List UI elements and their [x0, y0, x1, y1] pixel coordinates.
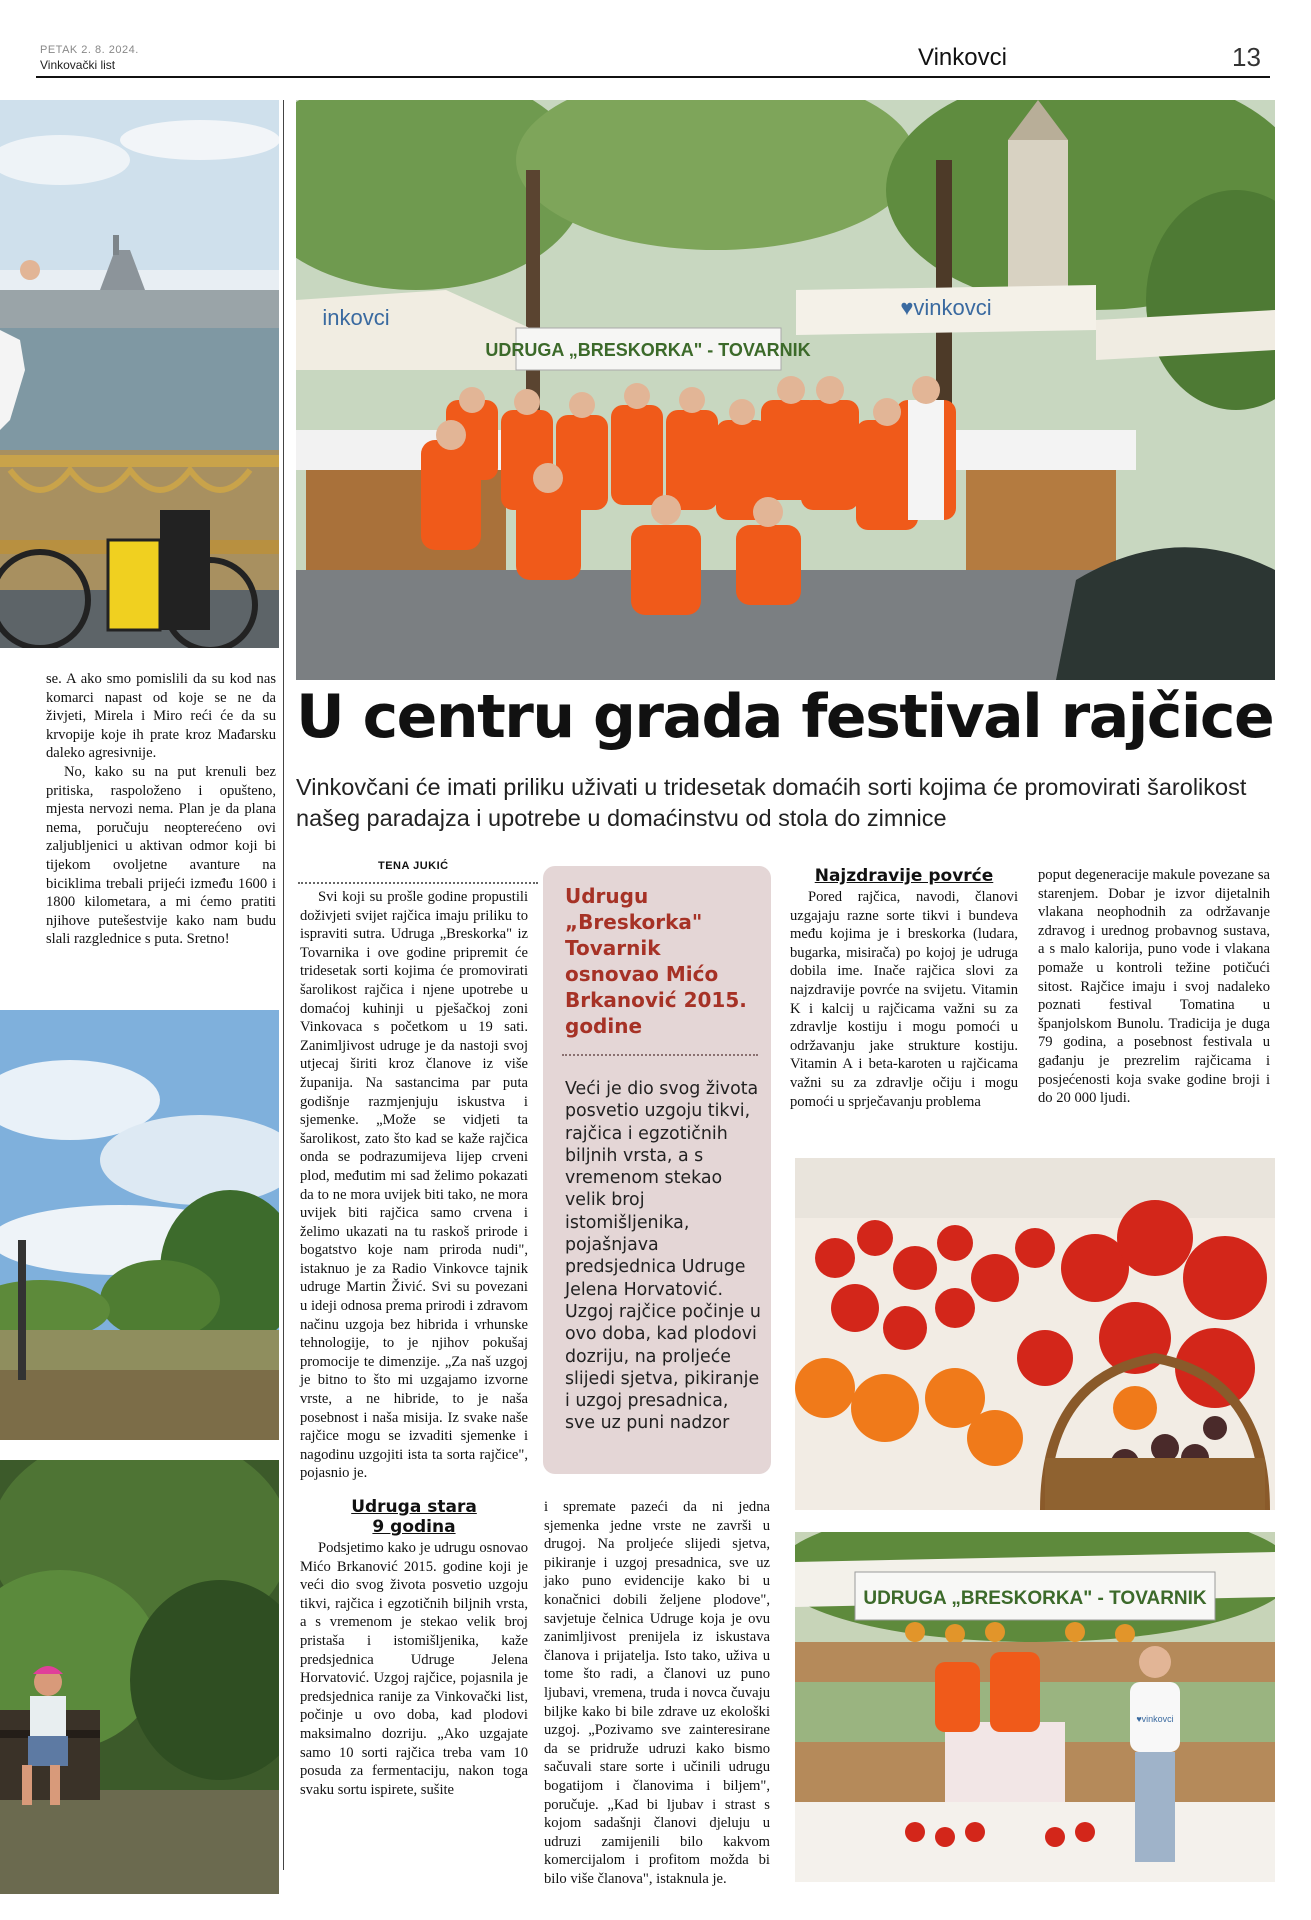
column-divider: [283, 100, 284, 1870]
article-column-1: [300, 888, 528, 1799]
left-paragraph-2: No, kako su na put krenuli bez pritiska, raspoloženo i opušteno, mjesta nervozi nema. Plan je da plana nema, poručuju neopterećeno ovi zaljubljenici u aktivan odmor koji bi tijekom ovoljetne avanture na biciklima trebali prijeći između 1600 i 1800 kilometara, a mi ćemo pratiti njihove putešestvije kako nam budu slali razglednice s puta. Sretno!: [46, 763, 276, 948]
issue-date: PETAK 2. 8. 2024.: [40, 44, 139, 56]
newspaper-name: Vinkovački list: [40, 58, 116, 72]
article-author: TENA JUKIĆ: [378, 860, 449, 872]
article-col4-paragraph-1: poput degeneracije makule povezane sa starenjem. Dobar je izvor dijetalnih vlakana neophodnih za održavanje zdravog i urednog probavnog sustava, a s malo kalorija, puno vode i vlakana pomaže u kontroli težine potičući sitost. Rajčice imaju i svoj nadaleko poznati festival Tomatina u španjolskom Bunolu. Tradicija je duga 79 godina, a posebnost festivala u gađanju je prezrelim rajčicama i posjećenosti koja svake godine broji i do 20 000 ljudi.: [1038, 867, 1270, 1107]
main-photo-banner-text: UDRUGA „BRESKORKA" - TOVARNIK: [485, 340, 811, 360]
article-column-3: [790, 866, 1018, 1111]
left-paragraph-1: se. A ako smo pomislili da su kod nas komarci napast od koje se ne da živjeti, Mirela i Miro reći će da su krvopije koje ih prate kroz Mađarsku daleko agresivnije.: [46, 671, 276, 762]
photo-meadow-trees: [0, 1010, 279, 1440]
photo-breskorka-stall: [795, 1532, 1275, 1882]
stall-banner-text: UDRUGA „BRESKORKA" - TOVARNIK: [863, 1588, 1207, 1609]
photo-budapest-bridge: [0, 100, 279, 648]
subtitle-udruga-stara: Udruga stara 9 godina: [351, 1497, 477, 1537]
stall-shirt-logo: ♥vinkovci: [1136, 1714, 1174, 1724]
article-column-4: [1038, 866, 1270, 1108]
quote-box-separator: [562, 1054, 758, 1056]
article-col2-paragraph-1: i spremate pazeći da ni jedna sjemenka jedne vrste ne završi u drugoj. Na proljeće slijedi sjetva, pikiranje i uzgoj presadnica, sve uz jako puno evidencije kako bi u konačnici dobili željene plodove", savjetuje čelnica Udruge koja je ovu zanimljivost prenijela iz iskustava članova i prijatelja. Isto tako, uživa u tome što radi, a članovi uz puno ljubavi, vremena, truda i novca čuvaju biljke kako bi bile zdrave uz ekološki uzgoj. „Pozivamo sve zainteresirane da se pridruže udruzi kako bismo sačuvali stare sorte i učinili udrugu bogatijom i članovima i biljem", poručuje. „Kad bi ljubav i strast s kojom sadašnji članovi djeluju u udruzi zamijenili bilo kakvom komercijalom i profitom možda bi bilo više članova", istaknula je.: [544, 1499, 770, 1887]
photo-tomatoes-basket: [795, 1158, 1275, 1510]
header-rule: [36, 76, 1270, 78]
article-col1-paragraph-1: Svi koji su prošle godine propustili doživjeti svijet rajčica imaju priliku to ispraviti sutra. Udruga „Breskorka" iz Tovarnika i ove godine pripremit će tridesetak sorti kojima će promovirati šarolikost rajčica i njene upotrebe u domaćoj kuhinji u pješačkoj zoni Vinkovaca s početkom u 19 sati. Zanimljivost udruge je da nastoji svoj utjecaj širiti kroz članove iz više županija. Na sastancima par puta godišnje razmjenjuju iskustva i sjemenke. „Može se vidjeti ta šarolikost, zato što kad se kaže rajčica onda se podrazumijeva lijep crveni plod, međutim mi sad želimo pokazati da to ne mora uvijek biti tako, ne mora uvijek biti rajčica samo crvena i želimo ukazati na tu raskoš prirode i bogatstvo koje nam priroda nudi", istaknuo je za Radio Vinkovce tajnik udruge Martin Živić. Svi su povezani u ideji odnosa prema prirodi i zdravom načinu uzgoja bez hibrida i vrhunske tehnologije, to je njihov pokušaj promocije te dimenzije. „Za naš uzgoj je bitno to što mi uzgajamo izvorne vrste, a ne hibride, to je naša posebnost i naša misija. Iz svake naše rajčice mogu se izvaditi sjemenke i nagodinu uzgojiti ista ta sorta rajčice", pojasnio je.: [300, 889, 528, 1482]
article-subheadline: Vinkovčani će imati priliku uživati u tridesetak domaćih sorti kojima će promovirati šarolikost našeg paradajza i upotrebe u domaćinstvu od stola do zimnice: [296, 774, 1247, 831]
quote-box-text: Veći je dio svog života posvetio uzgoju tikvi, rajčica i egzotičnih biljnih vrsta, a s vremenom stekao velik broj istomišljenika, pojašnjava predsjednica Udruge Jelena Horvatović. Uzgoj rajčice počinje u ovo doba, kad plodovi dozriju, na proljeće slijedi sjetva, pikiranje i uzgoj presadnica, sve uz puni nadzor: [565, 1079, 761, 1434]
author-dotted-rule: [298, 882, 538, 884]
photo-breskorka-team: [296, 100, 1275, 680]
page-number: 13: [1232, 42, 1261, 72]
article-column-2: [544, 1498, 770, 1888]
main-photo-sign-left: inkovci: [322, 305, 390, 330]
left-column-text: [46, 670, 276, 949]
article-col1-paragraph-2: Podsjetimo kako je udrugu osnovao Mićo Brkanović 2015. godine koji je veći dio svog života posvetio uzgoju tikvi, rajčica i egzotičnih biljnih vrsta, a s vremenom je stekao velik broj pristaša i istomišljenika, kaže predsjednica Udruge Jelena Horvatović. Uzgoj rajčice, pojasnila je predsjednica ranije za Vinkovački list, počinje u ovo doba, kad plodovi maksimalno dozriju. „Ako uzgajate samo 10 sorti rajčica treba vam 10 posuda za fermentaciju, nakon toga svaku sortu ispirete, sušite: [300, 1540, 528, 1798]
photo-woman-on-bench: [0, 1460, 279, 1894]
article-headline: U centru grada festival rajčice: [296, 682, 1274, 752]
article-col3-paragraph-1: Pored rajčica, navodi, članovi uzgajaju razne sorte tikvi i bundeva među kojima je i breskorka (ludara, bugarka, misirača) po kojoj je udruga dobila ime. Inače rajčica slovi za najzdravije povrće na svijetu. Vitamin K i kalcij u rajčicama važni su za zdravlje kostiju i mogu pomoći u održavanju jake strukture kostiju. Vitamin A i beta-karoten u rajčicama važni su za zdravlje očiju i mogu pomoći u sprječavanju problema: [790, 889, 1018, 1110]
section-title: Vinkovci: [918, 44, 1007, 71]
main-photo-sign-right: ♥vinkovci: [900, 295, 992, 320]
quote-box-title: Udrugu „Breskorka" Tovarnik osnovao Mićo Brkanović 2015. godine: [565, 884, 747, 1038]
subtitle-najzdravije-povrce: Najzdravije povrće: [814, 866, 994, 886]
